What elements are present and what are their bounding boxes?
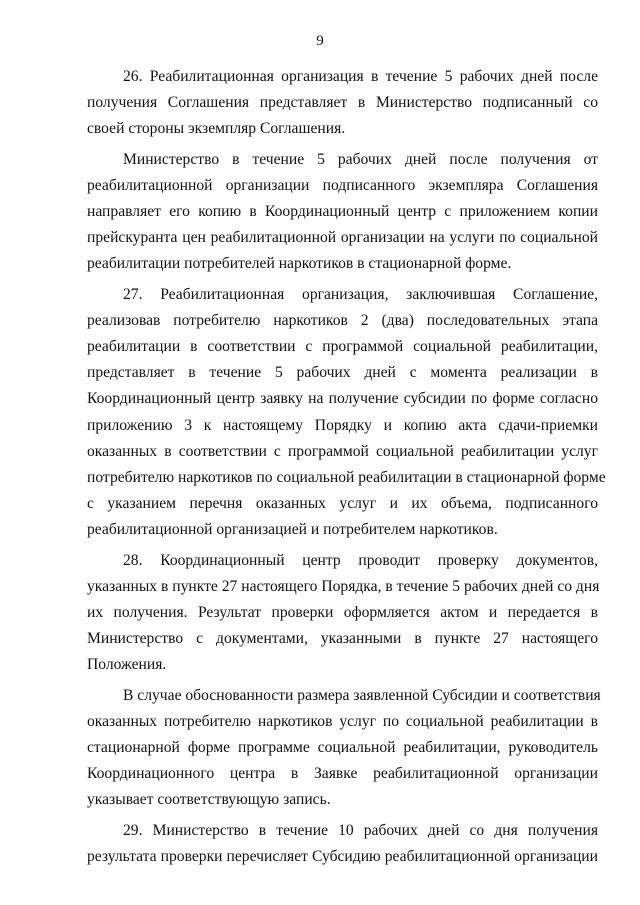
text-line: получения Соглашения представляет в Министерство подписанный со (87, 94, 598, 112)
text-line: Координационного центра в Заявке реабилитационной организации (87, 765, 598, 783)
text-line: Координационный центр заявку на получение субсидии по форме согласно (87, 390, 598, 408)
text-line: стационарной форме программе социальной реабилитации, руководитель (87, 739, 598, 757)
text-line: 27. Реабилитационная организация, заключившая Соглашение, (123, 285, 598, 303)
text-line: приложению 3 к настоящему Порядку и копию акта сдачи-приемки (87, 416, 598, 434)
text-line: 28. Координационный центр проводит проверку документов, (123, 551, 598, 569)
text-line: реабилитационной организацией и потребителем наркотиков. (87, 521, 498, 539)
text-line: Министерство в течение 5 рабочих дней после получения от (123, 150, 598, 168)
text-line: реабилитационной организации подписанного экземпляра Соглашения (87, 176, 598, 194)
text-line: результата проверки перечисляет Субсидию реабилитационной организации (87, 847, 598, 865)
text-line: прейскуранта цен реабилитационной организации на услуги по социальной (87, 229, 598, 247)
paragraph-28 (87, 548, 598, 679)
text-line: Положения. (87, 656, 167, 674)
text-line: В случае обоснованности размера заявленной Субсидии и соответствия (123, 686, 601, 704)
paragraph-subsidy-validity (87, 683, 601, 814)
paragraph-27 (87, 282, 606, 544)
paragraph-26 (87, 64, 598, 143)
text-line: реабилитации потребителей наркотиков в стационарной форме. (87, 255, 512, 273)
text-line: направляет его копию в Координационный центр с приложением копии (87, 203, 598, 221)
document-body (87, 64, 606, 874)
text-line: реабилитации в соответствии с программой социальной реабилитации, (87, 338, 598, 356)
page-number: 9 (316, 33, 324, 49)
text-line: с указанием перечня оказанных услуг и их объема, подписанного (87, 495, 598, 513)
paragraph-ministry-copy (87, 147, 598, 278)
text-line: указанных в пункте 27 настоящего Порядка, в течение 5 рабочих дней со дня (87, 577, 600, 595)
text-line: представляет в течение 5 рабочих дней с момента реализации в (87, 364, 598, 382)
text-line: оказанных в соответствии с программой социальной реабилитации услуг (87, 442, 598, 460)
text-line: оказанных потребителю наркотиков услуг по социальной реабилитации в (87, 712, 598, 730)
text-line: 26. Реабилитационная организация в течение 5 рабочих дней после (123, 68, 598, 85)
text-line: реализовав потребителю наркотиков 2 (два) последовательных этапа (87, 311, 598, 329)
text-line: своей стороны экземпляр Соглашения. (87, 120, 346, 138)
text-line: их получения. Результат проверки оформляется актом и передается в (87, 604, 598, 622)
text-line: указывает соответствующую запись. (87, 791, 331, 809)
text-line: 29. Министерство в течение 10 рабочих дней со дня получения (123, 821, 598, 839)
text-line: Министерство с документами, указанными в пункте 27 настоящего (87, 630, 598, 648)
text-line: потребителю наркотиков по социальной реабилитации в стационарной форме (87, 469, 606, 487)
paragraph-29 (87, 818, 598, 870)
